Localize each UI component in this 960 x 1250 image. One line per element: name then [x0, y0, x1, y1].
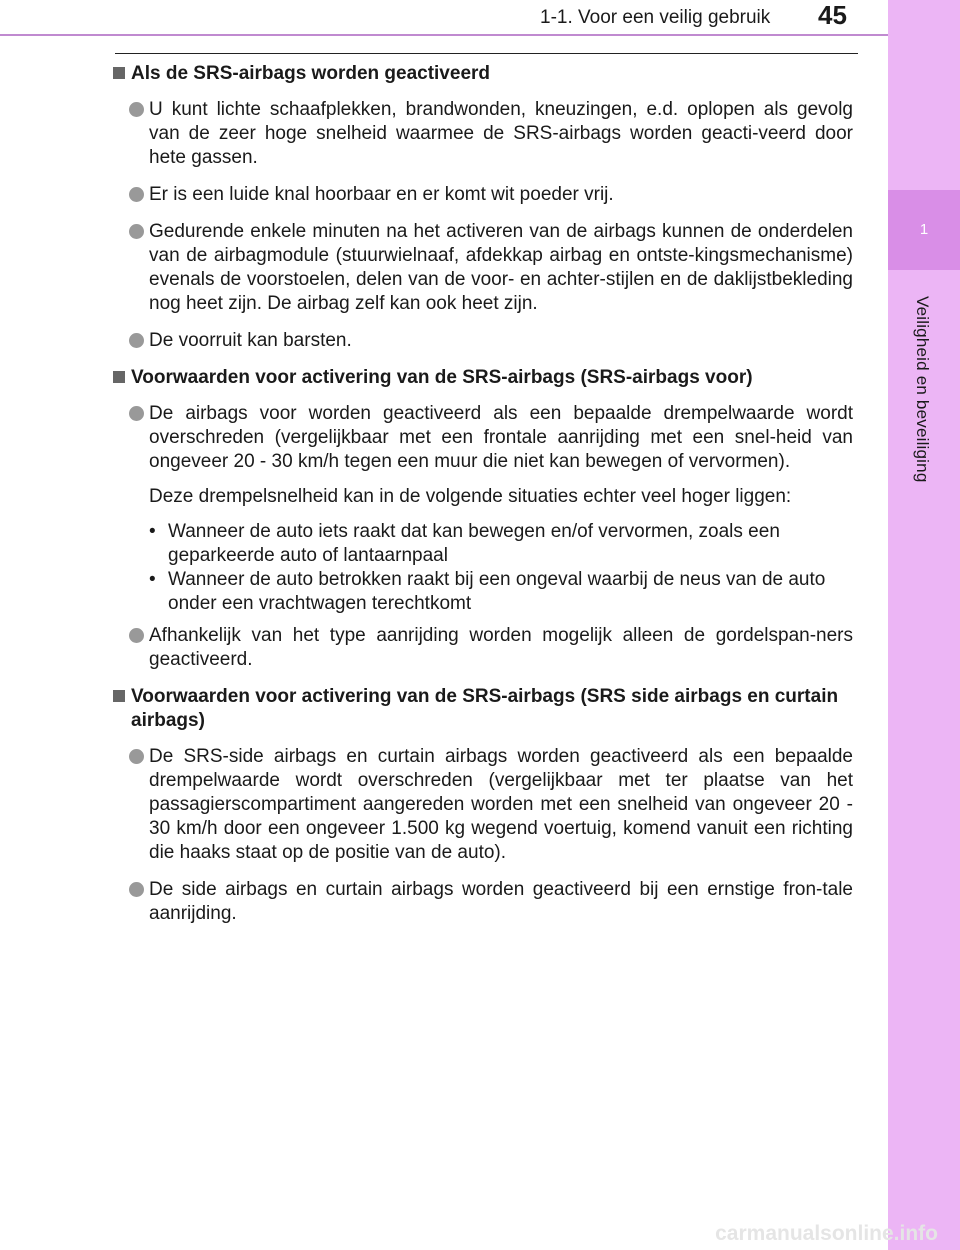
list-item [113, 98, 853, 170]
page-number: 45 [818, 0, 847, 30]
page-content [113, 62, 853, 939]
list-item [113, 878, 853, 926]
circle-bullet-icon [129, 102, 144, 117]
section-heading-text: Voorwaarden voor activering van de SRS-airbags (SRS-airbags voor) [131, 367, 753, 388]
sub-list-item-text: Wanneer de auto betrokken raakt bij een ongeval waarbij de neus van de auto onder een vrachtwagen terechtkomt [168, 569, 826, 614]
list-item-text: De airbags voor worden geactiveerd als een bepaalde drempelwaarde wordt overschreden (vergelijkbaar met een frontale aanrijding met een snel-heid van ongeveer 20 - 30 km/h tegen een muur die niet kan bewegen of vervormen). [149, 403, 853, 472]
circle-bullet-icon [129, 628, 144, 643]
section-heading [113, 62, 853, 86]
list-item [113, 329, 853, 353]
square-bullet-icon [113, 371, 125, 383]
circle-bullet-icon [129, 224, 144, 239]
section-heading-text: Voorwaarden voor activering van de SRS-airbags (SRS side airbags en curtain airbags) [131, 686, 839, 731]
section-heading-text: Als de SRS-airbags worden geactiveerd [131, 63, 491, 84]
list-item-text: De SRS-side airbags en curtain airbags worden geactiveerd als een bepaalde drempelwaarde wordt overschreden (vergelijkbaar met ter plaatse van het passagierscompartiment aangereden worden met een snelheid van ongeveer 20 - 30 km/h door een ongeveer 1.500 kg wegend voertuig, komend vanuit een richting die haaks staat op de positie van de auto). [149, 746, 853, 863]
list-item-text: U kunt lichte schaafplekken, brandwonden, kneuzingen, e.d. oplopen als gevolg van de zeer hoge snelheid waarmee de SRS-airbags worden geacti-veerd door hete gassen. [149, 99, 853, 168]
circle-bullet-icon [129, 882, 144, 897]
section-heading [113, 685, 853, 733]
list-item [113, 220, 853, 316]
list-item-text: De voorruit kan barsten. [149, 330, 352, 351]
chapter-number-tab[interactable]: 1 [888, 190, 960, 270]
section-heading [113, 366, 853, 390]
circle-bullet-icon [129, 187, 144, 202]
dot-bullet-icon: • [149, 521, 156, 542]
paragraph: Deze drempelsnelheid kan in de volgende situaties echter veel hoger liggen: [149, 486, 792, 507]
content-top-rule [115, 53, 858, 54]
list-item [113, 745, 853, 865]
sub-list-item-text: Wanneer de auto iets raakt dat kan bewegen en/of vervormen, zoals een geparkeerde auto of lantaarnpaal [168, 521, 780, 566]
chapter-title: Veiligheid en beveiliging [913, 296, 932, 483]
list-item [113, 624, 853, 672]
square-bullet-icon [113, 690, 125, 702]
sub-list-item [113, 520, 853, 568]
watermark: carmanualsonline.info [715, 1222, 938, 1245]
circle-bullet-icon [129, 333, 144, 348]
chapter-sidebar [888, 0, 960, 1250]
sub-list-item [113, 568, 853, 616]
circle-bullet-icon [129, 406, 144, 421]
dot-bullet-icon: • [149, 569, 156, 590]
header-section-title: 1-1. Voor een veilig gebruik [540, 7, 771, 28]
list-item-text: Gedurende enkele minuten na het activeren van de airbags kunnen de onderdelen van de airbagmodule (stuurwielnaaf, afdekkap airbag en ontste-kingsmechanisme) evenals de voorstoelen, delen van de voor- en achter-stijlen en de daklijstbekleding nog heet zijn. De airbag zelf kan ook heet zijn. [149, 221, 853, 314]
header-divider [0, 34, 888, 36]
list-item-text: De side airbags en curtain airbags worden geactiveerd bij een ernstige fron-tale aanrijding. [149, 879, 853, 924]
sub-list [113, 520, 853, 616]
circle-bullet-icon [129, 749, 144, 764]
square-bullet-icon [113, 67, 125, 79]
list-item-text: Er is een luide knal hoorbaar en er komt wit poeder vrij. [149, 184, 614, 205]
list-item-text: Afhankelijk van het type aanrijding worden mogelijk alleen de gordelspan-ners geactiveerd. [149, 625, 853, 670]
list-item [113, 402, 853, 474]
list-item [113, 183, 853, 207]
